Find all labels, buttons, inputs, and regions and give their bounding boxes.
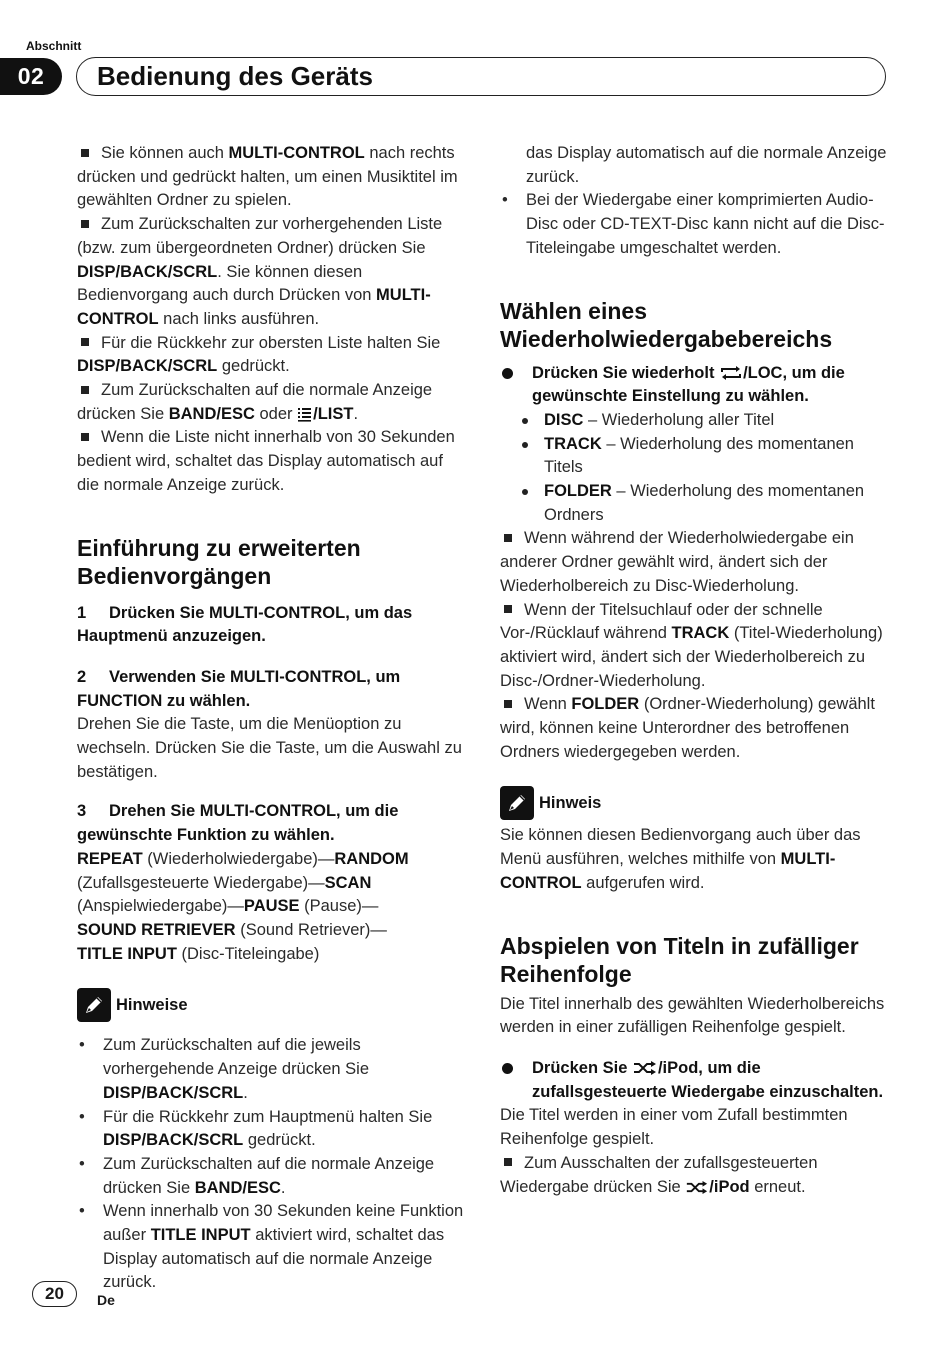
intro-note-4: Zum Zurückschalten auf die normale Anzeige drücken Sie BAND/ESC oder /LIST. (77, 381, 433, 423)
repeat-note-1: Wenn während der Wiederholwiedergabe ein anderer Ordner gewählt wird, ändert sich der Wiederholbereich zu Disc-Wiederholung. (500, 529, 854, 595)
random-intro: Die Titel innerhalb des gewählten Wiederholbereichs werden in einer zufälligen Reihenfolge gespielt. (500, 994, 885, 1037)
step-random: Drücken Sie /iPod, um die zufallsgesteuerte Wiedergabe einzuschalten. (500, 1057, 890, 1104)
repeat-note-2: Wenn der Titelsuchlauf oder der schnelle Vor-/Rücklauf während TRACK (Titel-Wiederholung) aktiviert wird, ändert sich der Wiederholbereich zu Disc-/Ordner-Wiederholung. (500, 600, 883, 690)
intro-note-3: Für die Rückkehr zur obersten Liste halten Sie DISP/BACK/SCRL gedrückt. (77, 333, 441, 376)
square-bullet-icon (81, 220, 89, 228)
intro-note-5: Wenn die Liste nicht innerhalb von 30 Sekunden bedient wird, schaltet das Display automatisch auf die normale Anzeige zurück. (77, 428, 455, 494)
repeat-notes (500, 527, 890, 764)
square-bullet-icon (504, 1158, 512, 1166)
hint-title: Hinweis (539, 793, 602, 812)
language-code: De (97, 1292, 115, 1308)
repeat-option-folder: FOLDER – Wiederholung des momentanen Ordners (521, 480, 890, 527)
repeat-options (521, 409, 890, 528)
intro-notes (77, 142, 467, 498)
note-item: • Für die Rückkehr zum Hauptmenü halten Sie DISP/BACK/SCRL gedrückt. (77, 1106, 467, 1153)
step-repeat: Drücken Sie wiederholt /LOC, um die gewünschte Einstellung zu wählen. (500, 362, 890, 409)
chapter-number: 02 (0, 58, 62, 95)
note-item: • Wenn innerhalb von 30 Sekunden keine Funktion außer TITLE INPUT aktiviert wird, schaltet das Display automatisch auf die normale Anzeige zurück. (77, 1200, 467, 1247)
square-bullet-icon (81, 386, 89, 394)
intro-note-1: Sie können auch MULTI-CONTROL nach rechts drücken und gedrückt halten, um einen Musiktitel im gewählten Ordner zu spielen. (77, 144, 458, 210)
pencil-note-icon (500, 786, 534, 820)
step-3: 3 Drehen Sie MULTI-CONTROL, um die gewünschte Funktion zu wählen. (77, 802, 399, 845)
repeat-option-disc: DISC – Wiederholung aller Titel (521, 409, 890, 433)
note-item: • Zum Zurückschalten auf die jeweils vorhergehende Anzeige drücken Sie DISP/BACK/SCRL. (77, 1034, 467, 1105)
list-icon (297, 407, 313, 422)
shuffle-icon (685, 1180, 709, 1195)
step-2-text: Drehen Sie die Taste, um die Menüoption zu wechseln. Drücken Sie die Taste, um die Auswahl zu bestätigen. (77, 715, 462, 781)
extra-note-list (500, 189, 890, 260)
shuffle-icon (632, 1060, 658, 1076)
intro-note-2: Zum Zurückschalten zur vorhergehenden Liste (bzw. zum übergeordneten Ordner) drücken Sie DISP/BACK/SCRL. Sie können diesen Bedienvorgang auch durch Drücken von MULTI-CONTROL nach links ausführen. (77, 215, 443, 328)
notes-title: Hinweise (116, 995, 188, 1014)
function-list: REPEAT (Wiederholwiedergabe)—RANDOM (Zufallsgesteuerte Wiedergabe)—SCAN (Anspielwiedergabe)—PAUSE (Pause)— SOUND RETRIEVER (Sound Retriever)— TITLE INPUT (Disc-Titeleingabe) (77, 849, 409, 963)
square-bullet-icon (504, 534, 512, 542)
repeat-icon (719, 365, 743, 381)
step-2: 2 Verwenden Sie MULTI-CONTROL, um FUNCTION zu wählen. (77, 667, 401, 710)
step-1: 1 Drücken Sie MULTI-CONTROL, um das Hauptmenü anzuzeigen. (77, 603, 413, 646)
heading-repeat-range: Wählen eines Wiederholwiedergabebereichs (500, 297, 833, 352)
hint-header (500, 786, 890, 820)
hint-text: Sie können diesen Bedienvorgang auch über das Menü ausführen, welches mithilfe von MULTI-CONTROL aufgerufen wird. (500, 826, 861, 892)
note-item: • Bei der Wiedergabe einer komprimierten Audio-Disc oder CD-TEXT-Disc kann nicht auf die Disc-Titeleingabe umgeschaltet werden. (500, 189, 890, 260)
square-bullet-icon (81, 149, 89, 157)
notes-list (77, 1034, 467, 1292)
left-column (77, 142, 467, 1292)
heading-random-play: Abspielen von Titeln in zufälliger Reihenfolge (500, 932, 859, 987)
chapter-title: Bedienung des Geräts (97, 61, 373, 91)
random-note: Zum Ausschalten der zufallsgesteuerten Wiedergabe drücken Sie /iPod erneut. (500, 1153, 818, 1196)
square-bullet-icon (504, 700, 512, 708)
section-label: Abschnitt (26, 39, 82, 53)
pencil-note-icon (77, 988, 111, 1022)
square-bullet-icon (81, 338, 89, 346)
repeat-note-3: Wenn FOLDER (Ordner-Wiederholung) gewählt wird, können keine Unterordner des betroffenen Ordners wiedergegeben werden. (500, 695, 875, 761)
square-bullet-icon (504, 605, 512, 613)
chapter-title-bar (76, 57, 886, 96)
page-number: 20 (32, 1281, 77, 1307)
random-text: Die Titel werden in einer vom Zufall bestimmten Reihenfolge gespielt. (500, 1106, 848, 1149)
note-continued: das Display automatisch auf die normale Anzeige zurück. (526, 144, 887, 186)
repeat-option-track: TRACK – Wiederholung des momentanen Titels (521, 433, 890, 480)
heading-advanced-operations: Einführung zu erweiterten Bedienvorgängen (77, 534, 361, 589)
square-bullet-icon (81, 433, 89, 441)
right-column (500, 142, 890, 1199)
notes-header (77, 988, 467, 1022)
note-item: • Zum Zurückschalten auf die normale Anzeige drücken Sie BAND/ESC. (77, 1153, 467, 1200)
